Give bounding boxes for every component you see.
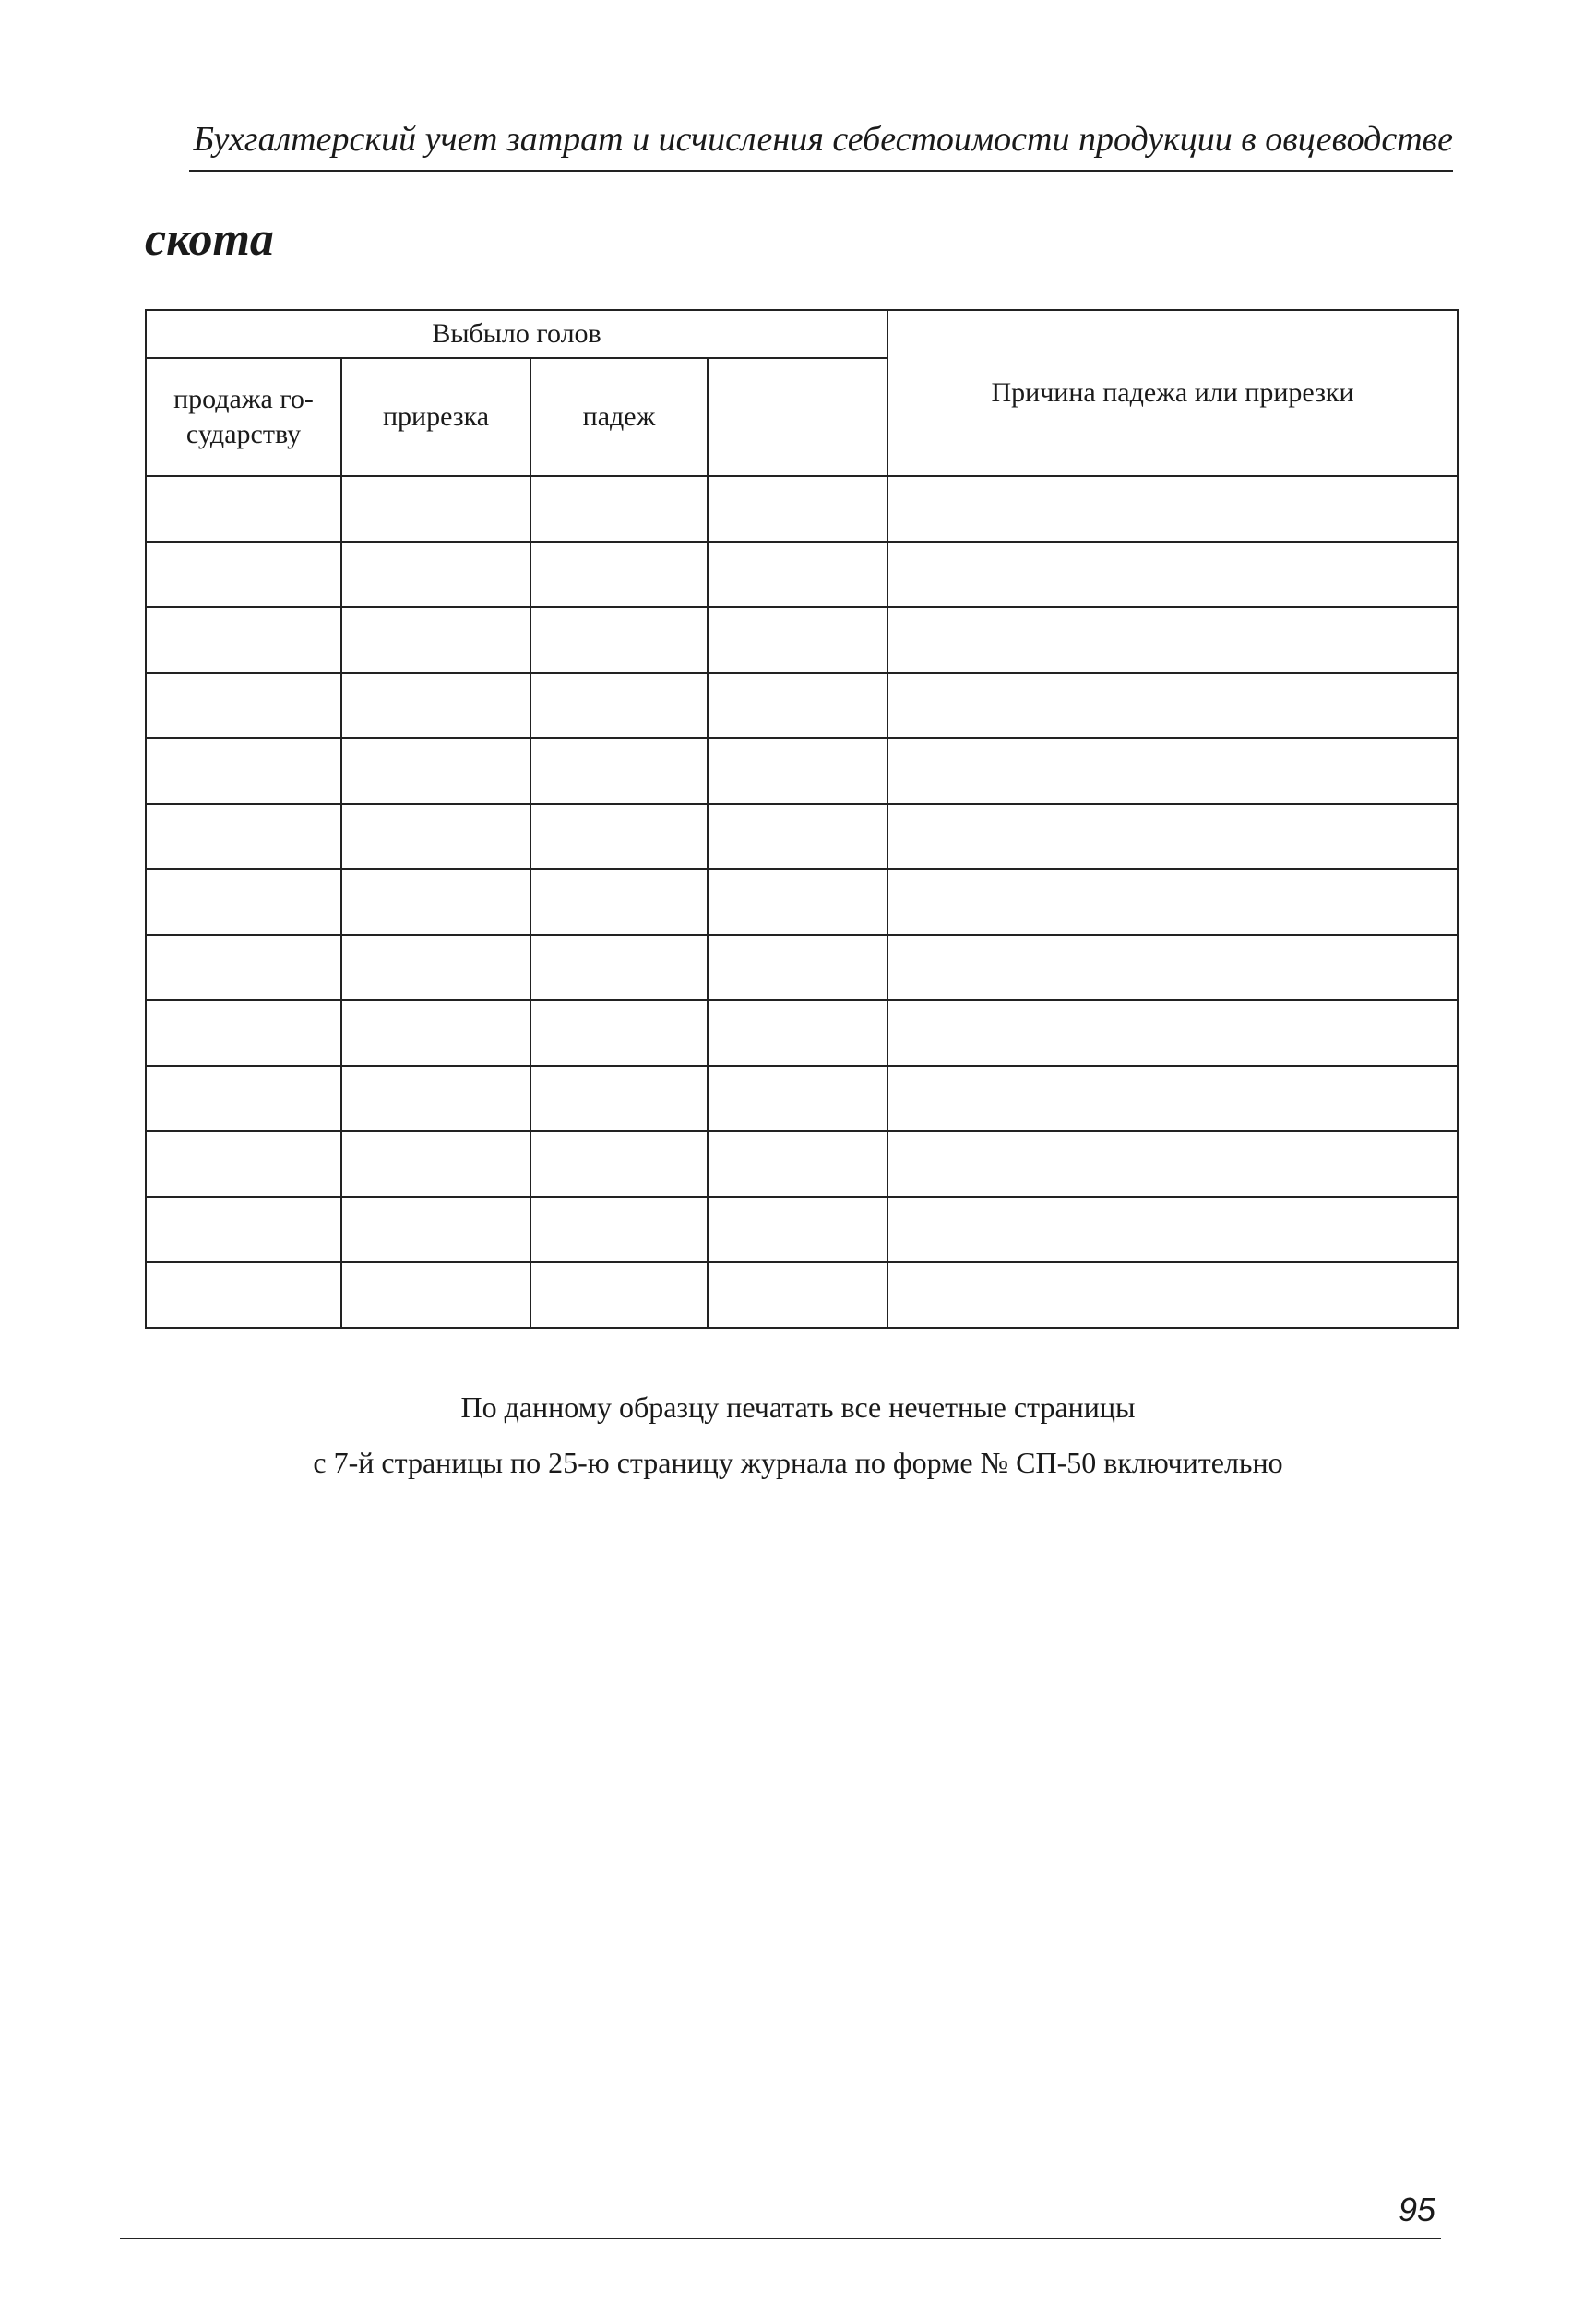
table-cell — [341, 607, 530, 673]
table-cell — [146, 935, 341, 1000]
page-number: 95 — [1398, 2191, 1435, 2228]
table-cell — [887, 1066, 1458, 1131]
table-cell — [146, 1197, 341, 1262]
table-cell — [708, 476, 887, 542]
table-cell — [341, 804, 530, 869]
table-cell — [708, 738, 887, 804]
table-cell — [341, 738, 530, 804]
running-header: Бухгалтерский учет затрат и исчисления себестоимости продукции в овцеводстве — [189, 116, 1453, 172]
table-row — [146, 607, 1458, 673]
table-cell — [146, 1262, 341, 1328]
table-cell — [341, 1000, 530, 1066]
table-body — [146, 476, 1458, 1328]
table-cell — [708, 1197, 887, 1262]
table-cell — [530, 935, 708, 1000]
table-row — [146, 1066, 1458, 1131]
table-cell — [341, 673, 530, 738]
table-cell — [146, 869, 341, 935]
table-cell — [530, 673, 708, 738]
table-cell — [708, 1066, 887, 1131]
table-cell — [341, 1197, 530, 1262]
column-header-slaughter: прирезка — [341, 358, 530, 476]
table-cell — [887, 738, 1458, 804]
table-row — [146, 935, 1458, 1000]
table-cell — [146, 1131, 341, 1197]
table-cell — [530, 869, 708, 935]
table-header-row — [146, 310, 1458, 358]
column-header-death: падеж — [530, 358, 708, 476]
table-cell — [530, 1197, 708, 1262]
table-cell — [887, 476, 1458, 542]
table-cell — [146, 607, 341, 673]
table-cell — [341, 1262, 530, 1328]
table-cell — [708, 804, 887, 869]
table-cell — [341, 1066, 530, 1131]
table-row — [146, 738, 1458, 804]
table-cell — [530, 542, 708, 607]
footer-rule — [120, 2238, 1441, 2239]
table-row — [146, 1000, 1458, 1066]
table-cell — [887, 1197, 1458, 1262]
instruction-note-line-1: По данному образцу печатать все нечетные страницы — [460, 1391, 1136, 1424]
table-cell — [887, 804, 1458, 869]
table-cell — [887, 1000, 1458, 1066]
instruction-note-line-2: с 7-й страницы по 25-ю страницу журнала по форме № СП-50 включительно — [313, 1446, 1283, 1479]
table-cell — [530, 1066, 708, 1131]
table-cell — [887, 673, 1458, 738]
table-cell — [341, 869, 530, 935]
livestock-disposal-table — [145, 309, 1459, 1329]
table-cell — [341, 542, 530, 607]
table-cell — [530, 804, 708, 869]
table-cell — [708, 542, 887, 607]
table-cell — [530, 738, 708, 804]
table-cell — [887, 935, 1458, 1000]
table-row — [146, 804, 1458, 869]
table-cell — [146, 804, 341, 869]
table-row — [146, 1262, 1458, 1328]
table-cell — [146, 673, 341, 738]
table-cell — [708, 607, 887, 673]
table-cell — [146, 1066, 341, 1131]
table-cell — [341, 935, 530, 1000]
table-cell — [887, 607, 1458, 673]
table-cell — [341, 476, 530, 542]
table-cell — [708, 1262, 887, 1328]
table-cell — [887, 869, 1458, 935]
table-row — [146, 1197, 1458, 1262]
table-cell — [146, 1000, 341, 1066]
table-cell — [341, 1131, 530, 1197]
table-row — [146, 869, 1458, 935]
table-cell — [530, 476, 708, 542]
column-header-blank — [708, 358, 887, 476]
column-header-reason: Причина падежа или прирезки — [887, 310, 1458, 476]
group-header-disposed-heads: Выбыло голов — [146, 310, 887, 358]
table-row — [146, 1131, 1458, 1197]
table-row — [146, 476, 1458, 542]
table-cell — [708, 1131, 887, 1197]
table-cell — [146, 738, 341, 804]
table-cell — [708, 1000, 887, 1066]
table-cell — [887, 1262, 1458, 1328]
column-header-sale-to-state: продажа го-сударству — [146, 358, 341, 476]
table-cell — [530, 1131, 708, 1197]
table-row — [146, 673, 1458, 738]
table-cell — [530, 1262, 708, 1328]
table-cell — [708, 935, 887, 1000]
table-cell — [708, 869, 887, 935]
table-cell — [146, 476, 341, 542]
table-row — [146, 542, 1458, 607]
section-title: скота — [145, 213, 274, 266]
table-cell — [530, 607, 708, 673]
table-cell — [708, 673, 887, 738]
table-cell — [887, 1131, 1458, 1197]
table-cell — [530, 1000, 708, 1066]
table-cell — [887, 542, 1458, 607]
table-cell — [146, 542, 341, 607]
